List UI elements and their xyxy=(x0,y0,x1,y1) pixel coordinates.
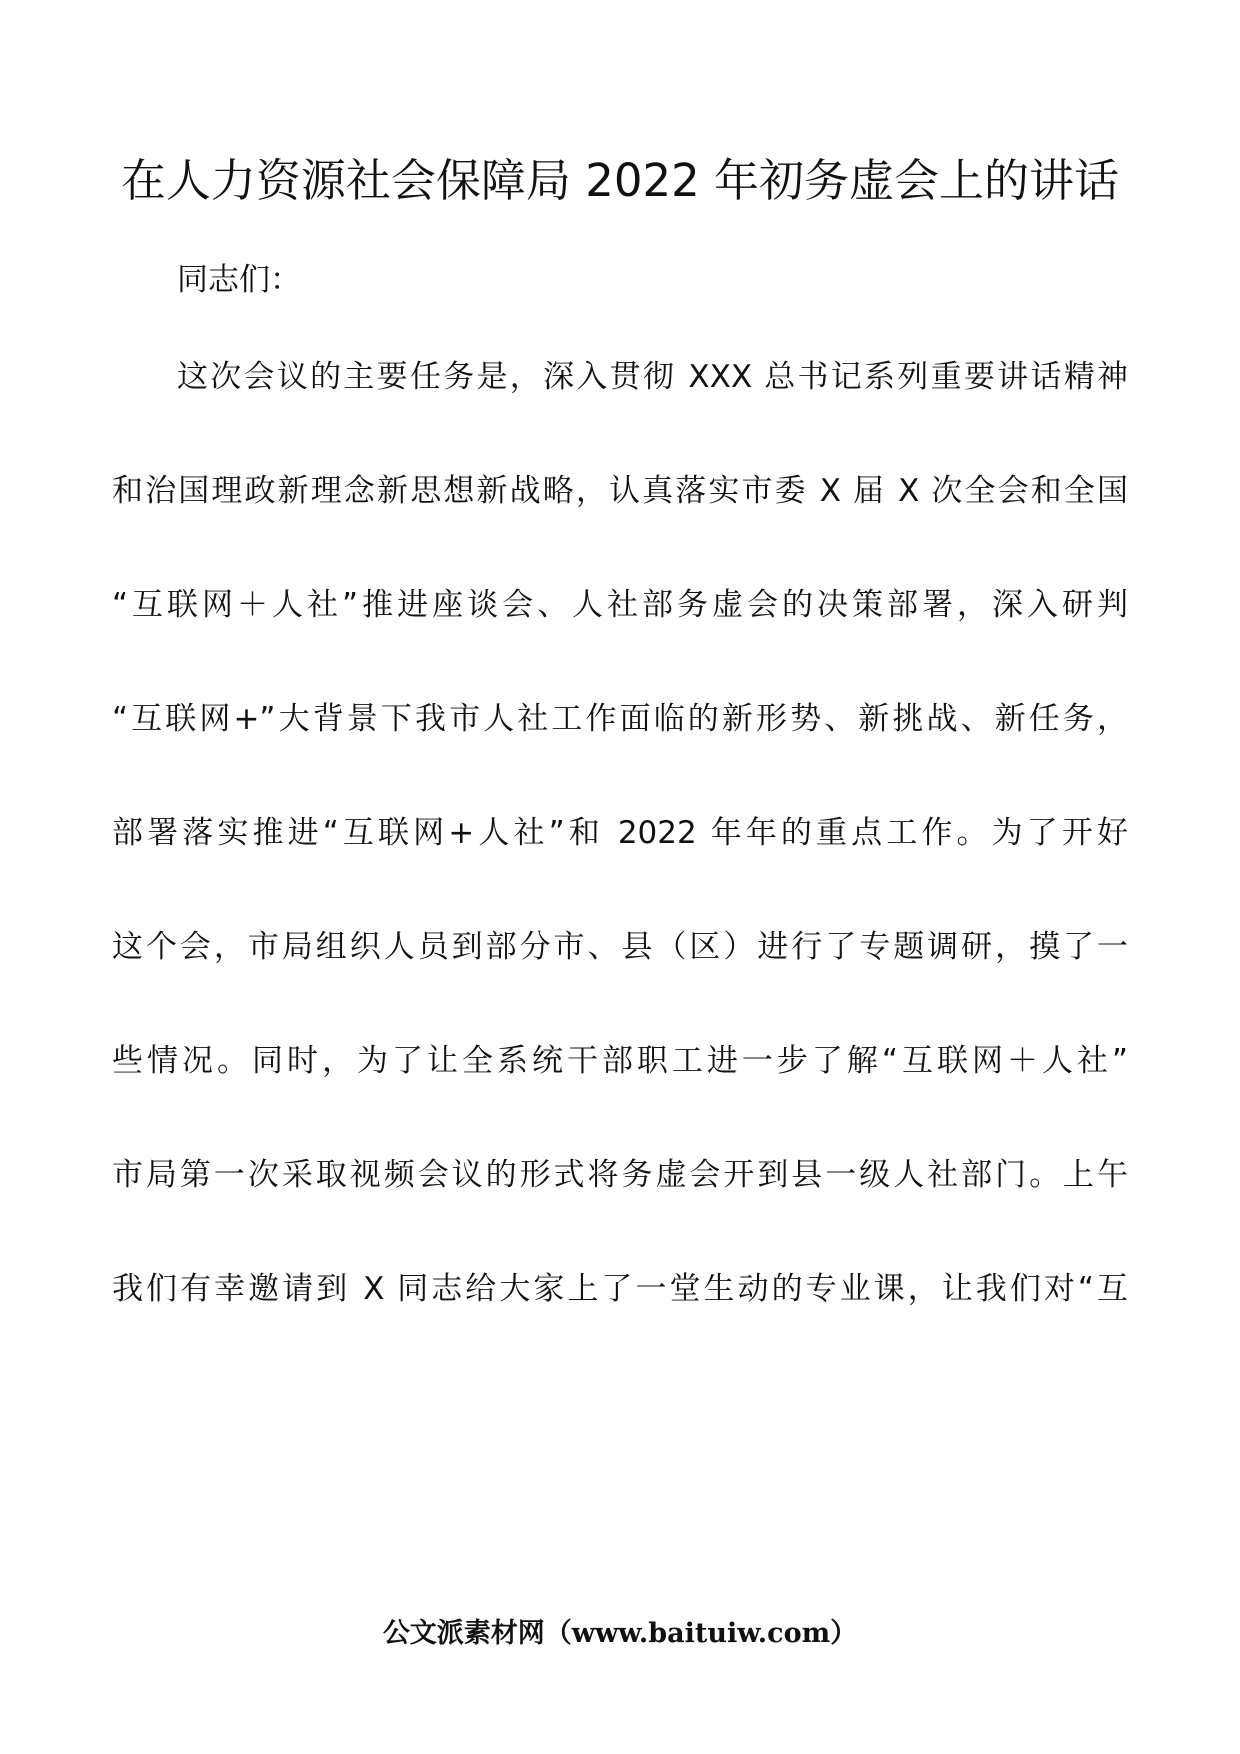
body-line: 部署落实推进“互联网+人社”和 2022 年年的重点工作。为了开好 xyxy=(112,815,1128,851)
source-watermark-footer: 公文派素材网（www.baituiw.com） xyxy=(382,1618,858,1649)
body-line: 和治国理政新理念新思想新战略，认真落实市委 X 届 X 次全会和全国 xyxy=(112,473,1128,509)
body-line: “互联网+”大背景下我市人社工作面临的新形势、新挑战、新任务， xyxy=(112,701,1128,737)
body-line: “互联网＋人社”推进座谈会、人社部务虚会的决策部署，深入研判 xyxy=(112,587,1128,623)
greeting-line: 同志们： xyxy=(177,262,301,298)
body-line: 我们有幸邀请到 X 同志给大家上了一堂生动的专业课，让我们对“互 xyxy=(112,1271,1128,1307)
body-line: 这个会，市局组织人员到部分市、县（区）进行了专题调研，摸了一 xyxy=(112,929,1128,965)
body-line: 些情况。同时，为了让全系统干部职工进一步了解“互联网＋人社” xyxy=(112,1043,1128,1079)
document-title: 在人力资源社会保障局 2022 年初务虚会上的讲话 xyxy=(120,154,1120,207)
body-line: 这次会议的主要任务是，深入贯彻 XXX 总书记系列重要讲话精神 xyxy=(177,359,1128,395)
body-line: 市局第一次采取视频会议的形式将务虚会开到县一级人社部门。上午 xyxy=(112,1157,1128,1193)
